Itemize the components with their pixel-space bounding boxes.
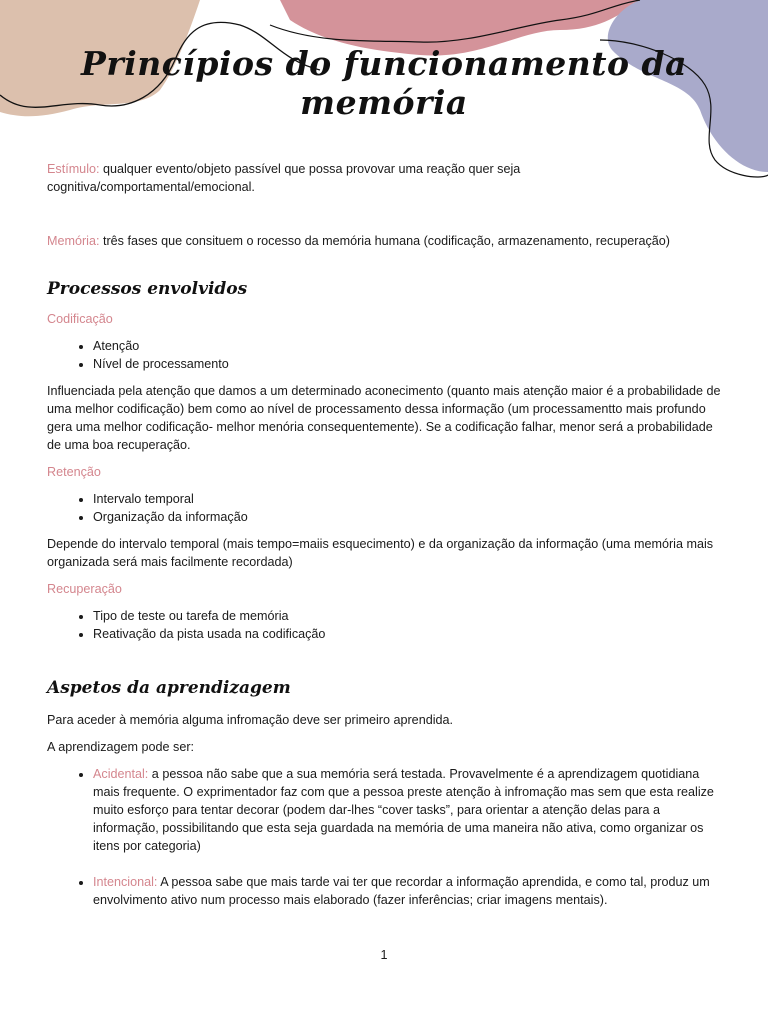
- page-number: 1: [380, 948, 388, 962]
- term-memoria: Memória:: [47, 234, 100, 248]
- definition-estimulo: [47, 160, 727, 196]
- list-retencao: [47, 490, 727, 526]
- page-title: Princípios do funcionamento da memória: [81, 44, 687, 122]
- term-estimulo: Estímulo:: [47, 162, 100, 176]
- paragraph-aprendizagem-1: Para aceder à memória alguma infromação deve ser primeiro aprendida.: [47, 713, 454, 727]
- list-codificacao: [47, 337, 727, 373]
- list-item-intencional: [93, 873, 727, 909]
- heading-processos: Processos envolvidos: [47, 279, 248, 299]
- text-intencional: A pessoa sabe que mais tarde vai ter que recordar a informação aprendida, e como tal, produz um envolvimento ativo num processo mais elaborado (fazer inferências; criar imagens mentais).: [93, 875, 710, 907]
- list-aprendizagem: [47, 765, 727, 909]
- text-acidental: a pessoa não sabe que a sua memória será testada. Provavelmente é a aprendizagem quotidiana mais frequente. O exprimentador faz com que a pessoa preste atenção à infromação mas sem que esta realize muito esforço para tentar decorar (podem dar-lhes “cover tasks”, para orientar a atenção delas para a informação, possibilitando que esta seja guardada na memória de uma maneira não ativa, como organizar os itens por categoria): [93, 767, 714, 853]
- paragraph-codificacao: Influenciada pela atenção que damos a um determinado aconecimento (quanto mais atenção maior é a probabilidade de uma melhor codificação) bem como ao nível de processamento dessa informação (um processamentto mais profundo gera uma melhor codificação- melhor menória consequentemente). Se a codificação falhar, menor será a probabilidade de uma boa recuperação.: [47, 384, 721, 452]
- subheading-recuperacao: Recuperação: [47, 582, 122, 596]
- list-item: • Nível de processamento: [93, 355, 727, 373]
- list-item-acidental: [93, 765, 727, 855]
- list-item: • Atenção: [93, 337, 727, 355]
- document-body: [47, 160, 727, 909]
- term-intencional: Intencional:: [93, 875, 158, 889]
- list-item: • Organização da informação: [93, 508, 727, 526]
- list-recuperacao: [47, 607, 727, 643]
- paragraph-retencao: Depende do intervalo temporal (mais tempo=maiis esquecimento) e da organização da informação (uma memória mais organizada será mais facilmente recordada): [47, 537, 714, 569]
- definition-memoria: [47, 232, 727, 250]
- list-item: • Reativação da pista usada na codificação: [93, 625, 727, 643]
- subheading-codificacao: Codificação: [47, 312, 113, 326]
- heading-aprendizagem: Aspetos da aprendizagem: [47, 678, 291, 698]
- list-item: • Intervalo temporal: [93, 490, 727, 508]
- text-memoria: três fases que consituem o rocesso da memória humana (codificação, armazenamento, recuperação): [99, 234, 670, 248]
- text-estimulo: qualquer evento/objeto passível que possa provovar uma reação quer seja cognitiva/comportamental/emocional.: [47, 162, 521, 194]
- term-acidental: Acidental:: [93, 767, 149, 781]
- subheading-retencao: Retenção: [47, 465, 101, 479]
- paragraph-aprendizagem-2: A aprendizagem pode ser:: [47, 740, 195, 754]
- list-item: • Tipo de teste ou tarefa de memória: [93, 607, 727, 625]
